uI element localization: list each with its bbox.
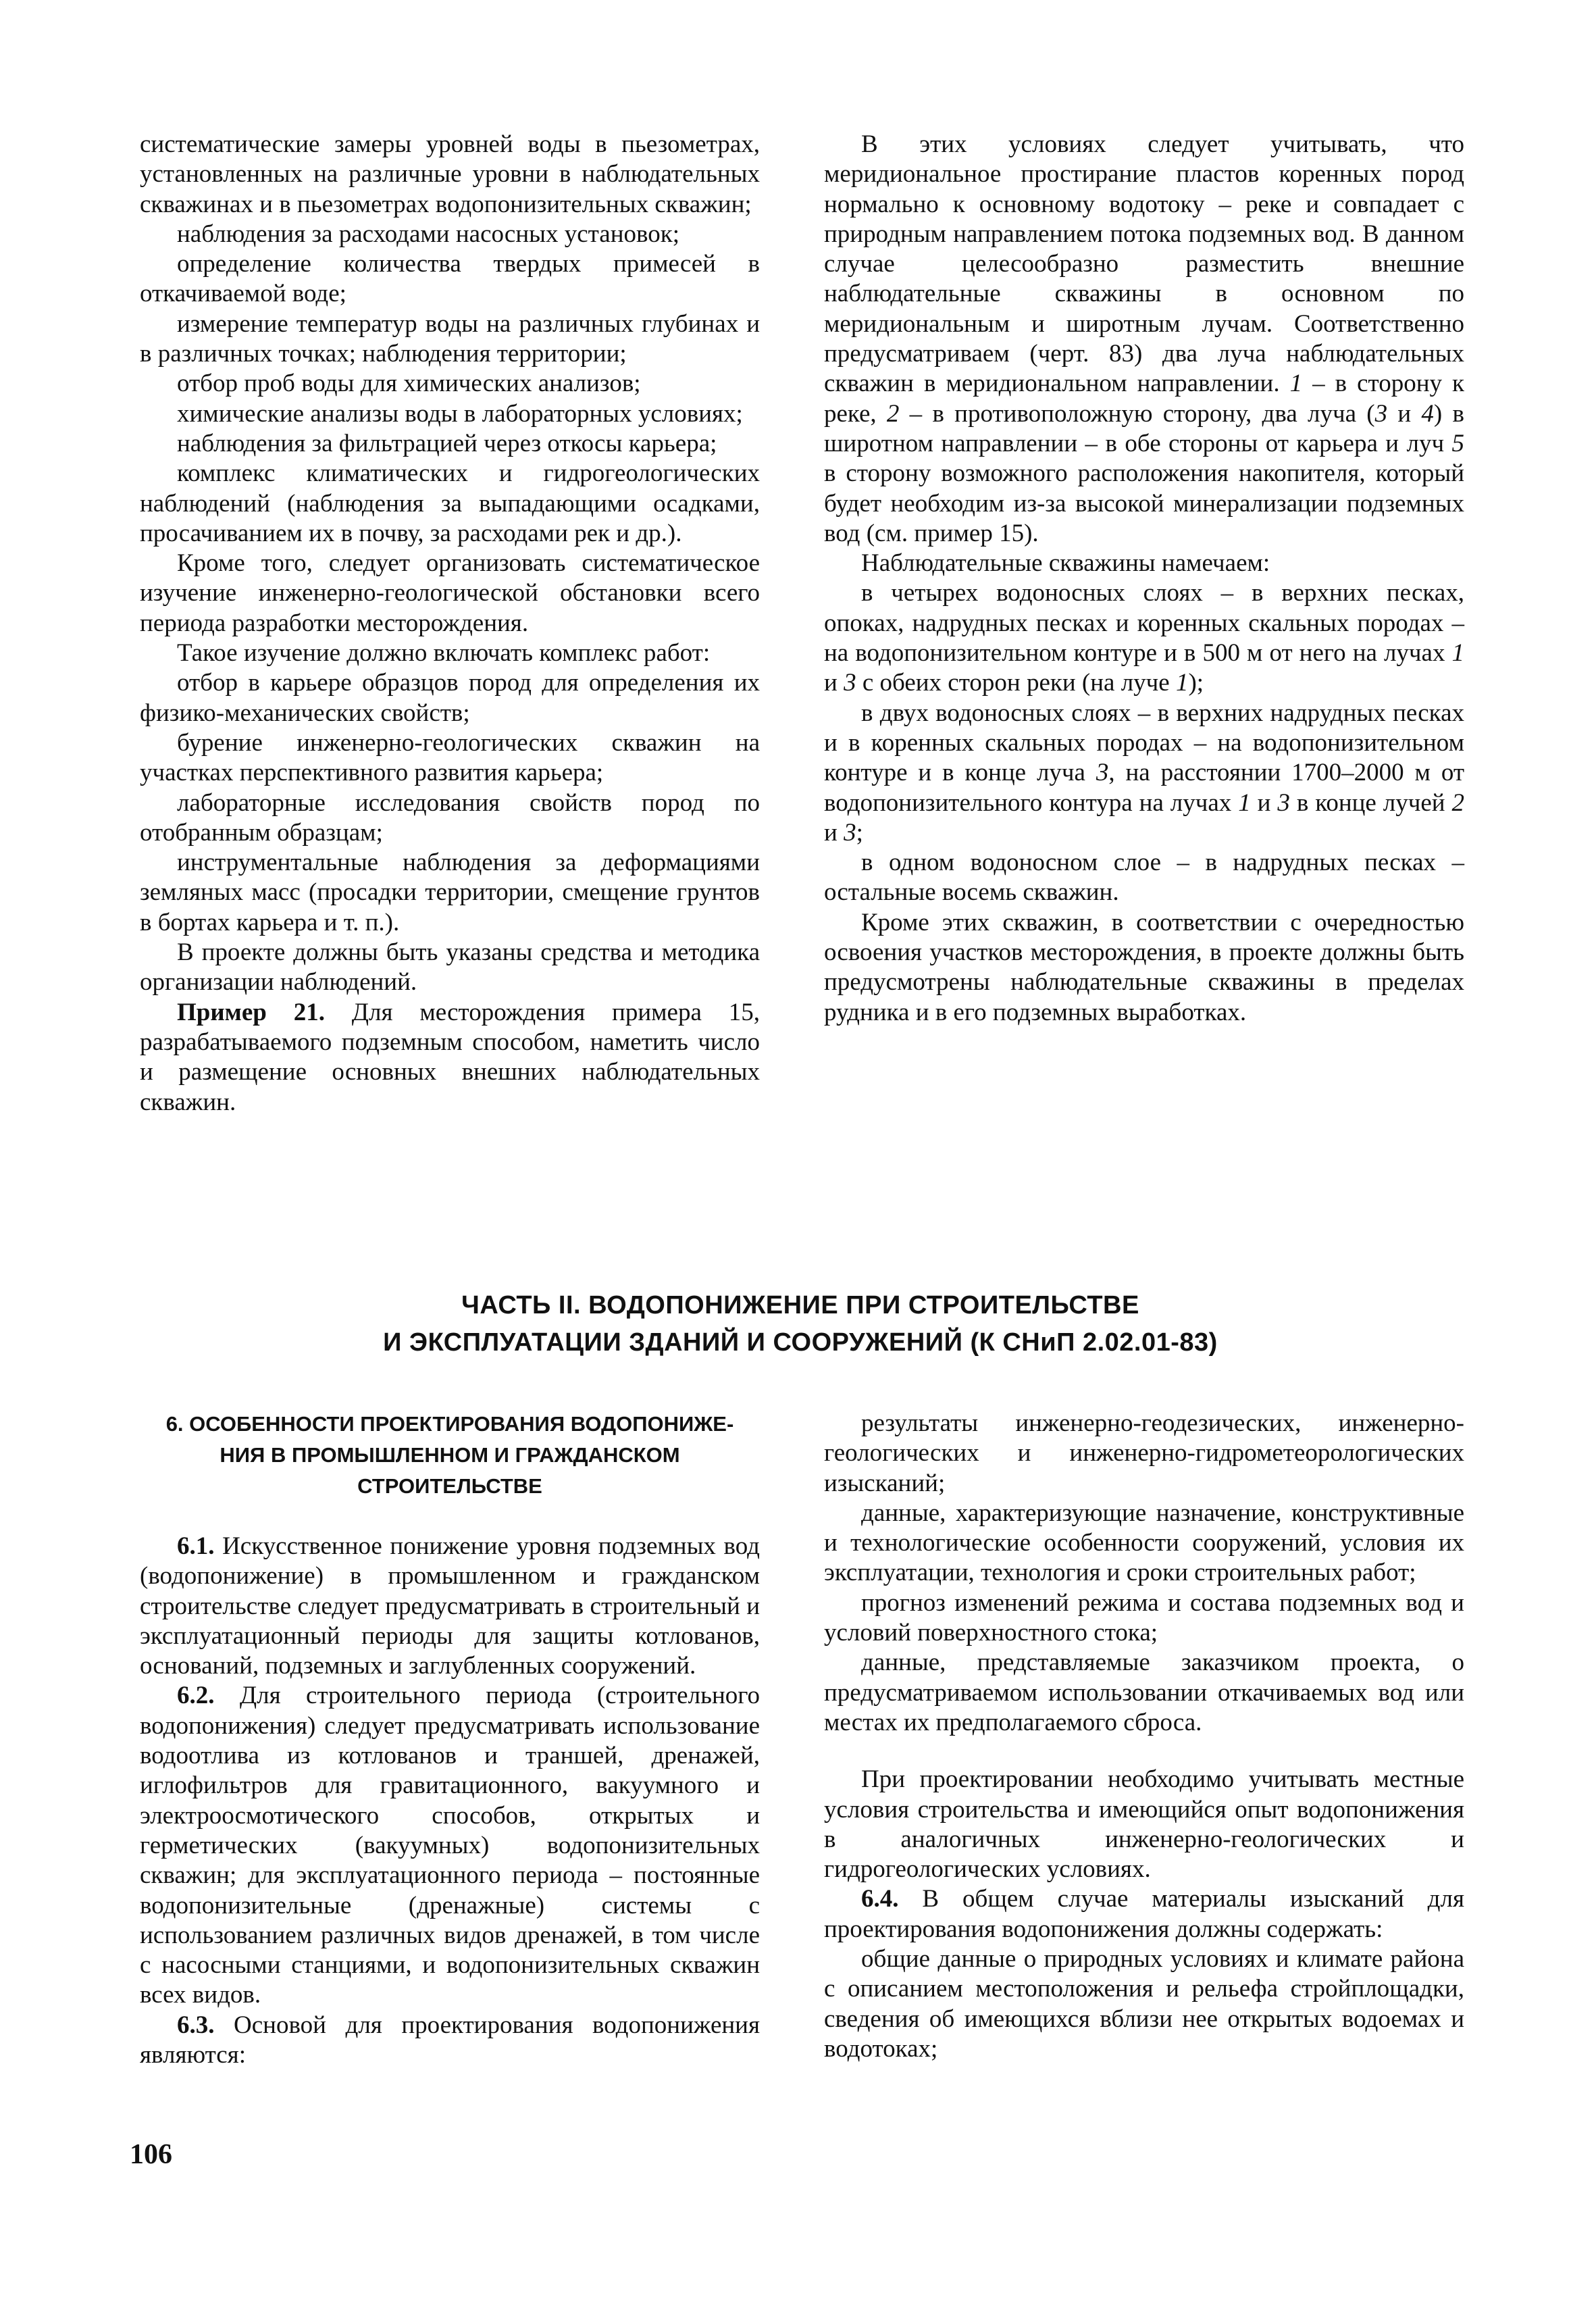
clause-number: 6.1. bbox=[177, 1532, 215, 1560]
bottom-right-column bbox=[824, 1409, 1464, 2064]
ray-number: 1 bbox=[1238, 788, 1251, 817]
text-run: ) в широтном направлении – в обе стороны от карьера и луч bbox=[824, 399, 1464, 457]
text-run: – в противоположную сторону, два луча ( bbox=[899, 399, 1375, 428]
paragraph: результаты инженерно-геодезических, инженерно-геологических и инженерно-гидрометеорологических изысканий; bbox=[824, 1409, 1464, 1497]
clause-text: Искусственное понижение уровня подземных вод (водопонижение) в промышленном и гражданском строительстве следует предусматривать в строительный и эксплуатационный периоды для защиты котлованов, оснований, подземных и заглубленных сооружений. bbox=[140, 1532, 760, 1680]
paragraph: данные, представляемые заказчиком проекта, о предусматриваемом использовании откачиваемых вод или местах их предполагаемого сброса. bbox=[824, 1649, 1464, 1736]
ray-number: 1 bbox=[1451, 639, 1464, 668]
paragraph: бурение инженерно-геологических скважин на участках перспективного развития карьера; bbox=[140, 728, 760, 787]
four-layers-paragraph bbox=[824, 578, 1464, 698]
text-run: и bbox=[824, 818, 844, 847]
paragraph: отбор проб воды для химических анализов; bbox=[177, 370, 641, 398]
paragraph: инструментальные наблюдения за деформациями земляных масс (просадки территории, смещение грунтов в бортах карьера и т. п.). bbox=[140, 849, 760, 936]
ray-number: 2 bbox=[886, 399, 900, 428]
clause-6-4 bbox=[824, 1884, 1464, 1944]
ray-number: 2 bbox=[1451, 788, 1464, 817]
paragraph: комплекс климатических и гидрогеологических наблюдений (наблюдения за выпадающими осадками, просачиванием их в почву, за расходами рек и др.). bbox=[140, 459, 760, 547]
clause-text: Основой для проектирования водопонижения являются: bbox=[140, 2011, 760, 2069]
page-number: 106 bbox=[130, 2139, 172, 2170]
top-left-column bbox=[140, 130, 760, 1117]
paragraph: Такое изучение должно включать комплекс работ: bbox=[177, 639, 711, 668]
ray-number: 5 bbox=[1451, 429, 1464, 457]
ray-number: 3 bbox=[1096, 759, 1109, 787]
text-run: в сторону возможного расположения накопителя, который будет необходим из-за высокой минерализации подземных вод (см. пример 15). bbox=[824, 459, 1464, 547]
paragraph: При проектировании необходимо учитывать местные условия строительства и имеющийся опыт водопонижения в аналогичных инженерно-геологических и гидрогеологических условиях. bbox=[824, 1765, 1464, 1884]
clause-text: Для строительного периода (строительного водопонижения) следует предусматривать использование водоотлива из котлованов и траншей, дренажей, иглофильтров для гравитационного, вакуумного и электроосмотического способов, открытых и герметических (вакуумных) водопонизительных скважин; для эксплуатационного периода – постоянные водопонизительные (дренажные) системы с использованием различных видов дренажей, в том числе с насосными станциями, и водопонизительных скважин всех видов. bbox=[140, 1682, 760, 2009]
ray-number: 3 bbox=[1374, 399, 1388, 428]
ray-number: 3 bbox=[844, 669, 856, 697]
clause-number: 6.2. bbox=[177, 1682, 215, 1710]
paragraph: В проекте должны быть указаны средства и методика организации наблюдений. bbox=[140, 938, 760, 997]
example-paragraph bbox=[140, 998, 760, 1117]
text-run: и bbox=[824, 669, 844, 697]
clause-6-2 bbox=[140, 1681, 760, 2010]
section-title bbox=[140, 1409, 760, 1502]
paragraph: определение количества твердых примесей в откачиваемой воде; bbox=[140, 250, 760, 308]
paragraph: Наблюдательные скважины намечаем: bbox=[861, 549, 1270, 578]
two-layers-paragraph bbox=[824, 699, 1464, 848]
paragraph: прогноз изменений режима и состава подземных вод и условий поверхностного стока; bbox=[824, 1588, 1464, 1647]
text-run: и bbox=[1250, 788, 1278, 817]
paragraph: лабораторные исследования свойств пород по отобранным образцам; bbox=[140, 788, 760, 847]
paragraph: наблюдения за фильтрацией через откосы карьера; bbox=[177, 429, 717, 457]
text-run: , на расстоянии 1700–2000 м от водопонизительного контура на лучах bbox=[824, 759, 1464, 817]
text-run: в двух водоносных слоях – в верхних надрудных песках и в коренных скальных породах – на водопонизительном контуре и в конце луча bbox=[824, 699, 1464, 787]
paragraph: данные, характеризующие назначение, конструктивные и технологические особенности сооружений, условия их эксплуатации, технология и сроки строительных работ; bbox=[824, 1499, 1464, 1587]
ray-number: 3 bbox=[1277, 788, 1290, 817]
top-right-column bbox=[824, 130, 1464, 1028]
paragraph: измерение температур воды на различных глубинах и в различных точках; наблюдения территории; bbox=[140, 309, 760, 368]
part-title-line-2: И ЭКСПЛУАТАЦИИ ЗДАНИЙ И СООРУЖЕНИЙ (К СНиП 2.02.01-83) bbox=[383, 1328, 1218, 1357]
ray-number: 4 bbox=[1421, 399, 1434, 428]
text-run: с обеих сторон реки (на луче bbox=[856, 669, 1176, 697]
ray-number: 1 bbox=[1289, 370, 1303, 398]
text-run: В этих условиях следует учитывать, что меридиональное простирание пластов коренных пород нормально к основному водотоку – реке и совпадает с природным направлением потока подземных вод. В данном случае целесообразно разместить внешние наблюдательные скважины в основном по меридиональным и широтным лучам. Соответственно предусматриваем (черт. 83) два луча наблюдательных скважин в меридиональном направлении. bbox=[824, 130, 1464, 398]
paragraph: Кроме того, следует организовать систематическое изучение инженерно-геологической обстановки всего периода разработки месторождения. bbox=[140, 549, 760, 637]
text-run: – в сторону к реке, bbox=[824, 370, 1464, 428]
conditions-paragraph bbox=[824, 130, 1464, 549]
bottom-left-column bbox=[140, 1409, 760, 2070]
text-run: в конце лучей bbox=[1289, 788, 1452, 817]
example-text: Для месторождения примера 15, разрабатываемого подземным способом, наметить число и размещение основных внешних наблюдательных скважин. bbox=[140, 998, 760, 1116]
text-run: и bbox=[1387, 399, 1422, 428]
clause-number: 6.4. bbox=[861, 1885, 899, 1913]
part-title bbox=[135, 1287, 1466, 1361]
paragraph: общие данные о природных условиях и климате района с описанием местоположения и рельефа стройплощадки, сведения об имеющихся вблизи нее открытых водоемах и водотоках; bbox=[824, 1945, 1464, 2063]
section-title-line-2: НИЯ В ПРОМЫШЛЕННОМ И ГРАЖДАНСКОМ bbox=[220, 1443, 680, 1467]
section-title-line-3: СТРОИТЕЛЬСТВЕ bbox=[357, 1474, 542, 1498]
section-title-line-1: 6. ОСОБЕННОСТИ ПРОЕКТИРОВАНИЯ ВОДОПОНИЖЕ- bbox=[165, 1412, 734, 1436]
part-title-line-1: ЧАСТЬ II. ВОДОПОНИЖЕНИЕ ПРИ СТРОИТЕЛЬСТВЕ bbox=[461, 1291, 1139, 1319]
text-run: в четырех водоносных слоях – в верхних песках, опоках, надрудных песках и коренных скальных породах – на водопонизительном контуре и в 500 м от него на лучах bbox=[824, 579, 1464, 668]
clause-6-1 bbox=[140, 1532, 760, 1681]
paragraph: Кроме этих скважин, в соответствии с очередностью освоения участков месторождения, в проекте должны быть предусмотрены наблюдательные скважины в пределах рудника и в его подземных выработках. bbox=[824, 908, 1464, 1026]
example-label: Пример 21. bbox=[177, 998, 325, 1026]
paragraph: в одном водоносном слое – в надрудных песках – остальные восемь скважин. bbox=[824, 849, 1464, 907]
paragraph: отбор в карьере образцов пород для определения их физико-механических свойств; bbox=[140, 669, 760, 727]
ray-number: 3 bbox=[844, 818, 856, 847]
ray-number: 1 bbox=[1175, 669, 1189, 697]
clause-text: В общем случае материалы изысканий для проектирования водопонижения должны содержать: bbox=[824, 1885, 1464, 1943]
text-run: ); bbox=[1188, 669, 1204, 697]
paragraph: химические анализы воды в лабораторных условиях; bbox=[177, 399, 743, 428]
paragraph: систематические замеры уровней воды в пьезометрах, установленных на различные уровни в наблюдательных скважинах и в пьезометрах водопонизительных скважин; bbox=[140, 130, 760, 218]
clause-6-3 bbox=[140, 2011, 760, 2071]
text-run: ; bbox=[856, 818, 863, 847]
clause-number: 6.3. bbox=[177, 2011, 215, 2039]
paragraph: наблюдения за расходами насосных установок; bbox=[177, 220, 679, 248]
